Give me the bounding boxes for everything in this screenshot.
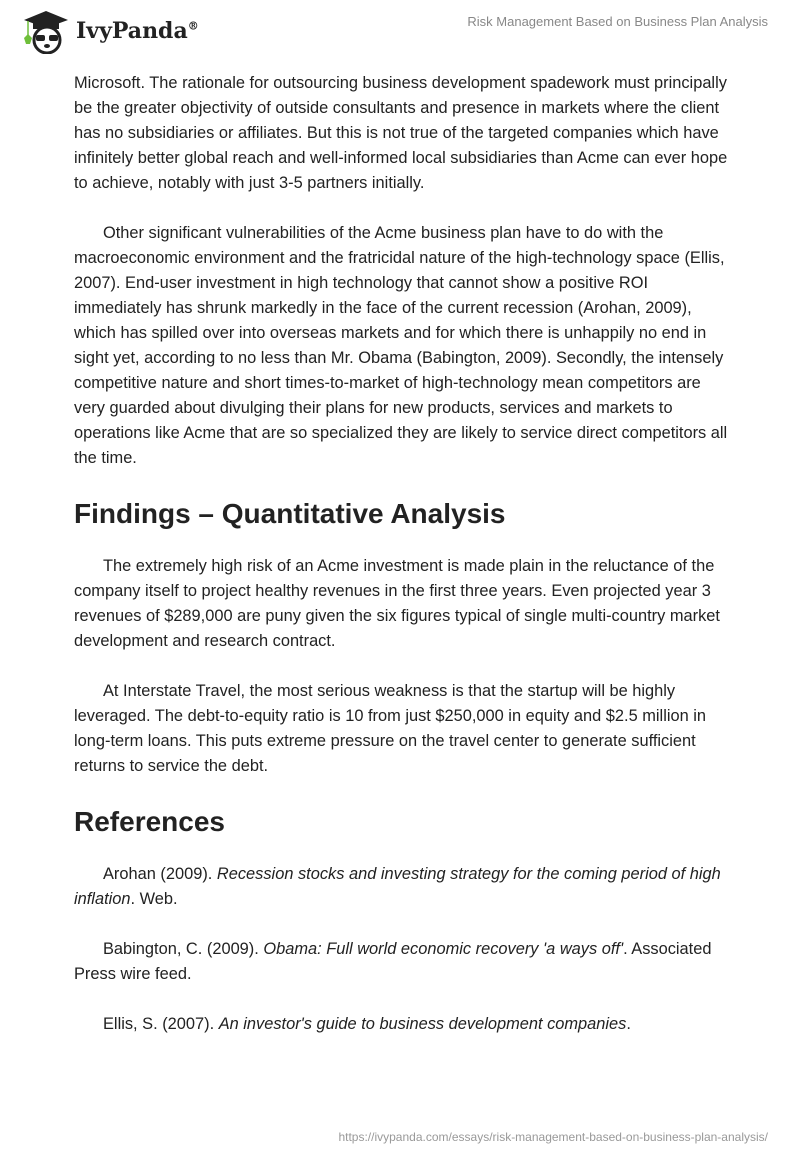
essay-content [74, 71, 734, 1062]
paragraph: The extremely high risk of an Acme investment is made plain in the reluctance of the company itself to project healthy revenues in the first three years. Even projected year 3 revenues of $289,000 are puny given the six figures typical of single multi-country market development and research contract. [74, 557, 720, 650]
source-url[interactable]: https://ivypanda.com/essays/risk-management-based-on-business-plan-analysis/ [338, 1130, 768, 1144]
reference-item: Babington, C. (2009). Obama: Full world economic recovery 'a ways off'. Associated Press wire feed. [74, 940, 712, 983]
paragraph: At Interstate Travel, the most serious weakness is that the startup will be highly leveraged. The debt-to-equity ratio is 10 from just $250,000 in equity and $2.5 million in long-term loans. This puts extreme pressure on the travel center to generate sufficient returns to service the debt. [74, 682, 707, 775]
logo-text: IvyPanda® [76, 18, 199, 44]
paragraph: Microsoft. The rationale for outsourcing business development spadework must principally be the greater objectivity of outside consultants and presence in markets where the client has no subsidiaries or affiliates. But this is not true of the targeted companies which have infinitely better global reach and well-informed local subsidiaries than Acme can ever hope to achieve, notably with just 3-5 partners initially. [74, 74, 728, 192]
reference-item: Arohan (2009). Recession stocks and investing strategy for the coming period of high inflation. Web. [74, 865, 721, 908]
reference-item: Ellis, S. (2007). An investor's guide to business development companies. [103, 1015, 631, 1033]
section-heading-references: References [74, 806, 225, 837]
document-title: Risk Management Based on Business Plan Analysis [467, 14, 768, 29]
paragraph: Other significant vulnerabilities of the Acme business plan have to do with the macroeconomic environment and the fratricidal nature of the high-technology space (Ellis, 2007). End-user investment in high technology that cannot show a positive ROI immediately has shrunk markedly in the face of the current recession (Arohan, 2009), which has spilled over into overseas markets and for which there is unhappily no end in sight yet, according to no less than Mr. Obama (Babington, 2009). Secondly, the intensely competitive nature and short times-to-market of high-technology mean competitors are very guarded about divulging their plans for new products, services and markets to operations like Acme that are so specialized they are likely to service direct competitors all the time. [74, 224, 728, 467]
ivypanda-logo[interactable] [20, 8, 199, 54]
panda-graduate-icon [20, 8, 70, 54]
section-heading-findings: Findings – Quantitative Analysis [74, 498, 506, 529]
page-header [0, 0, 800, 60]
